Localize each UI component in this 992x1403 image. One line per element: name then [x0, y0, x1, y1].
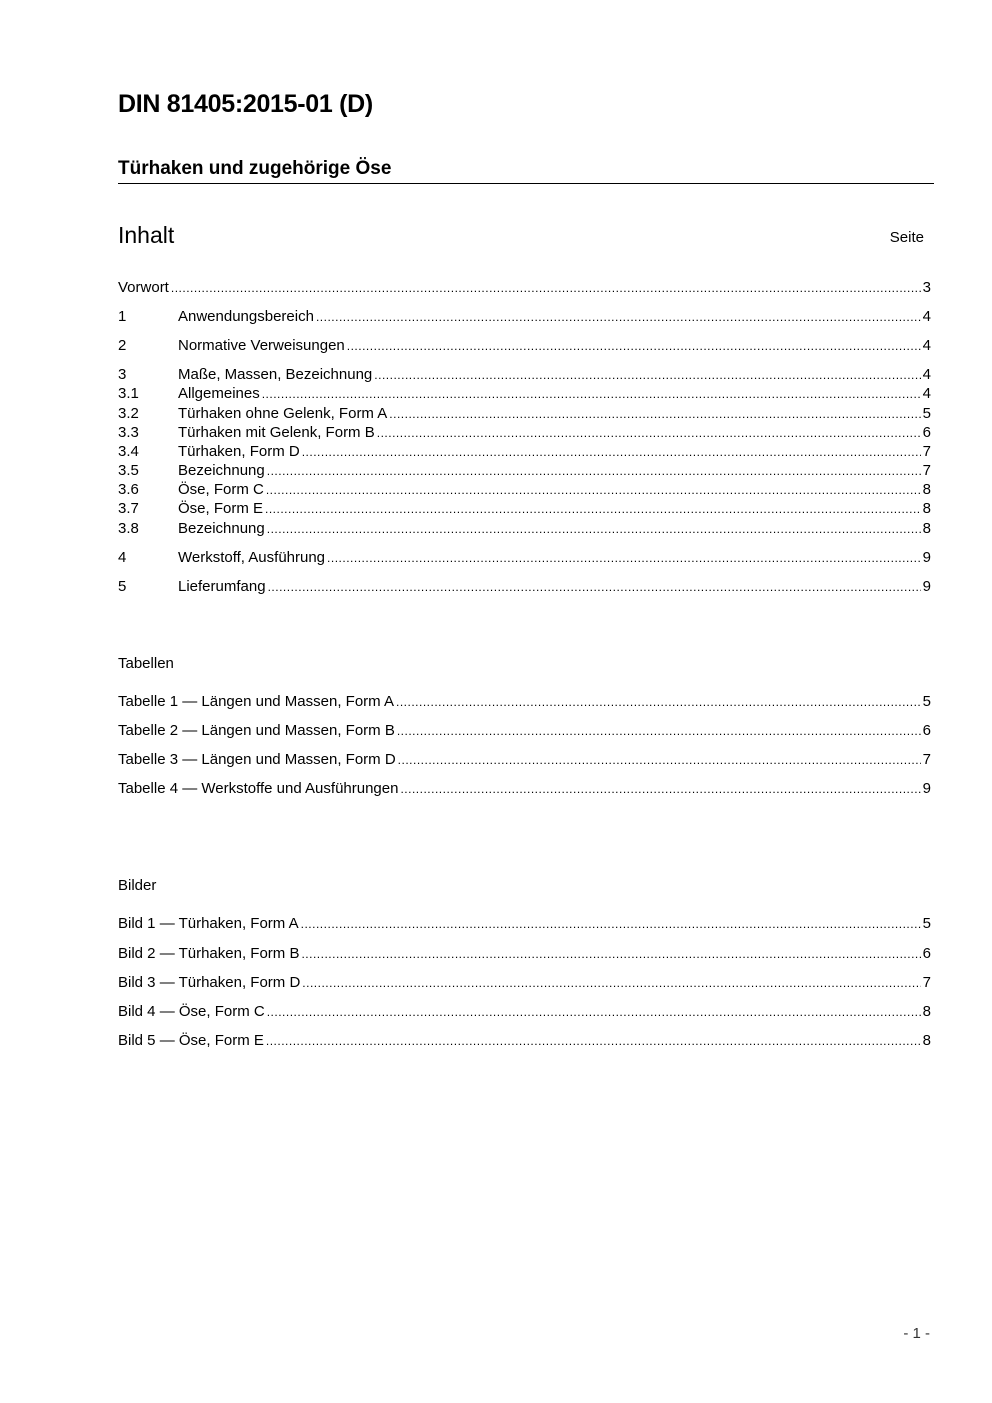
toc-entry-label: Lieferumfang	[178, 578, 266, 595]
toc-entry-number: 3.3	[118, 424, 139, 441]
dot-leader	[265, 499, 921, 519]
toc-entry-label: Öse, Form E	[178, 500, 264, 517]
toc-entry-number: 3.8	[118, 520, 139, 537]
toc-entry-label: Türhaken ohne Gelenk, Form A	[178, 405, 388, 422]
toc-entry-number: 3.5	[118, 462, 139, 479]
dot-leader	[316, 307, 921, 327]
toc-entry-number: 3	[118, 366, 127, 383]
dot-leader	[398, 750, 921, 770]
toc-entry-page: 8	[922, 481, 931, 498]
dot-leader	[267, 461, 921, 481]
table-entry-4[interactable]	[118, 779, 931, 799]
figure-entry-page: 8	[922, 1003, 931, 1020]
toc-entry-3-3[interactable]	[118, 423, 931, 443]
figure-entry-page: 6	[922, 945, 931, 962]
toc-entry-page: 8	[922, 520, 931, 537]
toc-page-label: Seite	[889, 229, 924, 246]
toc-entry-3-2[interactable]	[118, 404, 931, 424]
toc-entry-label: Normative Verweisungen	[178, 337, 345, 354]
toc-entry-5[interactable]	[118, 577, 931, 597]
toc-entry-1[interactable]	[118, 307, 931, 327]
toc-entry-label: Öse, Form C	[178, 481, 264, 498]
toc-entry-page: 9	[922, 549, 931, 566]
toc-entry-number: 3.2	[118, 405, 139, 422]
toc-entry-page: 4	[922, 308, 931, 325]
document-title: Türhaken und zugehörige Öse	[118, 158, 392, 179]
figure-entry-4[interactable]	[118, 1002, 931, 1022]
toc-entry-page: 5	[922, 405, 931, 422]
toc-entry-3-1[interactable]	[118, 384, 931, 404]
toc-entry-vorwort[interactable]	[118, 278, 931, 298]
toc-entry-label: Türhaken, Form D	[178, 443, 300, 460]
dot-leader	[301, 944, 920, 964]
toc-entry-label: Bezeichnung	[178, 462, 265, 479]
toc-entry-page: 4	[922, 337, 931, 354]
toc-entry-page: 9	[922, 578, 931, 595]
toc-entry-page: 7	[922, 462, 931, 479]
toc-entry-label: Allgemeines	[178, 385, 260, 402]
tables-heading: Tabellen	[118, 655, 174, 672]
toc-entry-3-7[interactable]	[118, 499, 931, 519]
figure-entry-label: Bild 1 — Türhaken, Form A	[118, 915, 299, 932]
toc-entry-number: 3.6	[118, 481, 139, 498]
dot-leader	[267, 519, 921, 539]
dot-leader	[302, 442, 921, 462]
dot-leader	[268, 577, 921, 597]
dot-leader	[389, 404, 920, 424]
dot-leader	[377, 423, 921, 443]
toc-entry-number: 3.1	[118, 385, 139, 402]
table-entry-page: 5	[922, 693, 931, 710]
figure-entry-2[interactable]	[118, 944, 931, 964]
dot-leader	[400, 779, 920, 799]
figure-entry-1[interactable]	[118, 914, 931, 934]
table-entry-3[interactable]	[118, 750, 931, 770]
document-id: DIN 81405:2015-01 (D)	[118, 90, 373, 118]
table-entry-label: Tabelle 4 — Werkstoffe und Ausführungen	[118, 780, 399, 797]
toc-entry-3[interactable]	[118, 365, 931, 385]
toc-entry-page: 4	[922, 366, 931, 383]
toc-entry-page: 6	[922, 424, 931, 441]
toc-entry-3-8[interactable]	[118, 519, 931, 539]
toc-entry-page: 8	[922, 500, 931, 517]
toc-entry-4[interactable]	[118, 548, 931, 568]
table-entry-page: 6	[922, 722, 931, 739]
toc-entry-3-6[interactable]	[118, 480, 931, 500]
toc-entry-label: Maße, Massen, Bezeichnung	[178, 366, 373, 383]
toc-entry-number: 1	[118, 308, 127, 325]
toc-entry-page: 3	[922, 279, 931, 296]
dot-leader	[347, 336, 921, 356]
dot-leader	[302, 973, 920, 993]
toc-entry-label: Anwendungsbereich	[178, 308, 314, 325]
dot-leader	[301, 914, 921, 934]
figure-entry-5[interactable]	[118, 1031, 931, 1051]
toc-entry-number: 4	[118, 549, 127, 566]
toc-entry-number: 3.4	[118, 443, 139, 460]
dot-leader	[262, 384, 921, 404]
dot-leader	[266, 1031, 921, 1051]
toc-entry-number: 5	[118, 578, 127, 595]
toc-entry-page: 4	[922, 385, 931, 402]
table-entry-2[interactable]	[118, 721, 931, 741]
page-number: - 1 -	[903, 1325, 930, 1342]
table-entry-1[interactable]	[118, 692, 931, 712]
figure-entry-3[interactable]	[118, 973, 931, 993]
table-entry-page: 9	[922, 780, 931, 797]
figure-entry-page: 7	[922, 974, 931, 991]
table-entry-label: Tabelle 1 — Längen und Massen, Form A	[118, 693, 394, 710]
toc-entry-number: 2	[118, 337, 127, 354]
dot-leader	[171, 278, 921, 298]
figures-heading: Bilder	[118, 877, 157, 894]
toc-entry-label: Werkstoff, Ausführung	[178, 549, 326, 566]
dot-leader	[397, 721, 921, 741]
dot-leader	[396, 692, 921, 712]
toc-entry-label: Vorwort	[118, 279, 169, 296]
toc-entry-page: 7	[922, 443, 931, 460]
figure-entry-label: Bild 2 — Türhaken, Form B	[118, 945, 300, 962]
table-entry-page: 7	[922, 751, 931, 768]
table-entry-label: Tabelle 3 — Längen und Massen, Form D	[118, 751, 396, 768]
dot-leader	[267, 1002, 921, 1022]
toc-entry-number: 3.7	[118, 500, 139, 517]
figure-entry-label: Bild 4 — Öse, Form C	[118, 1003, 265, 1020]
toc-entry-2[interactable]	[118, 336, 931, 356]
figure-entry-label: Bild 5 — Öse, Form E	[118, 1032, 264, 1049]
dot-leader	[327, 548, 921, 568]
dot-leader	[374, 365, 920, 385]
toc-entry-3-4[interactable]	[118, 442, 931, 462]
figure-entry-page: 8	[922, 1032, 931, 1049]
toc-heading: Inhalt	[118, 222, 175, 248]
toc-entry-3-5[interactable]	[118, 461, 931, 481]
figure-entry-label: Bild 3 — Türhaken, Form D	[118, 974, 301, 991]
toc-entry-label: Türhaken mit Gelenk, Form B	[178, 424, 375, 441]
toc-entry-label: Bezeichnung	[178, 520, 265, 537]
table-entry-label: Tabelle 2 — Längen und Massen, Form B	[118, 722, 395, 739]
dot-leader	[266, 480, 921, 500]
figure-entry-page: 5	[922, 915, 931, 932]
title-divider	[118, 183, 934, 184]
